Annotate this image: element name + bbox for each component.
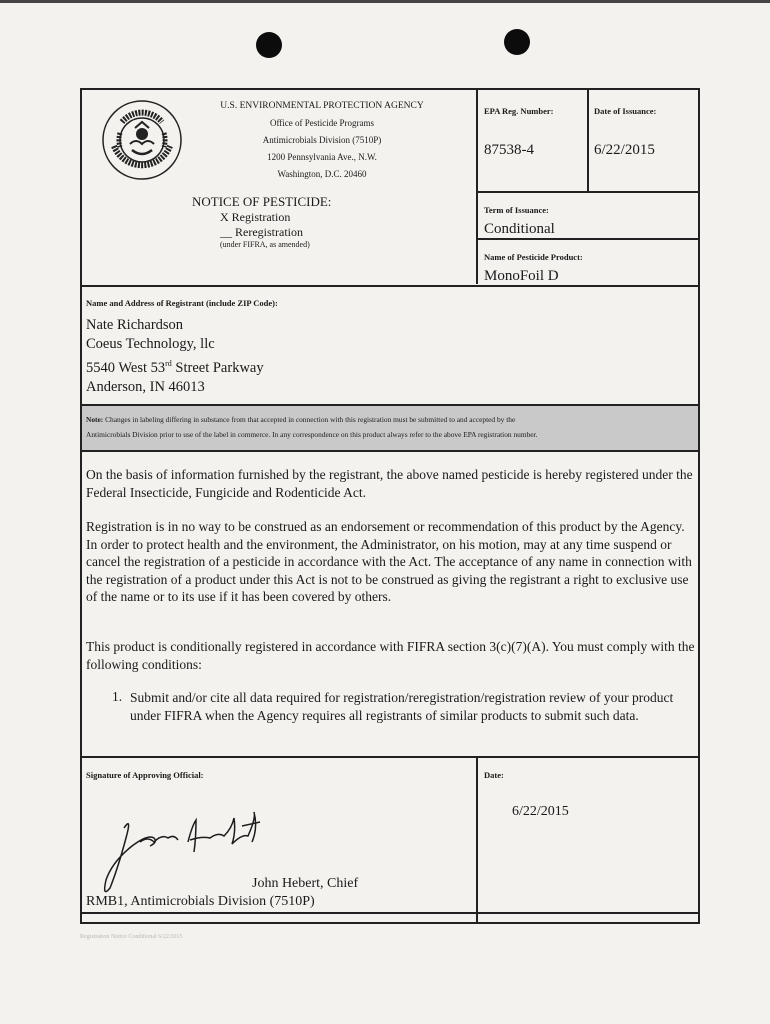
agency-address-1: 1200 Pennsylvania Ave., N.W.	[267, 152, 377, 162]
top-edge-bar	[0, 0, 770, 3]
bottom-rule	[82, 912, 698, 914]
note-text-1: Changes in labeling differing in substance from that accepted in connection with this registration must be submitted to and accepted by the	[103, 415, 516, 424]
signer-division: RMB1, Antimicrobials Division (7510P)	[86, 894, 315, 909]
signer-name: John Hebert, Chief	[252, 876, 359, 891]
paragraph-conditional: This product is conditionally registered in accordance with FIFRA section 3(c)(7)(A). You must comply with the following conditions:	[86, 639, 695, 672]
condition-1: Submit and/or cite all data required for registration/reregistration/registration review of your product under FIFRA when the Agency requires all registrants of similar products to submit such data.	[130, 690, 674, 723]
agency-division: Antimicrobials Division (7510P)	[262, 135, 382, 145]
registrant-name: Nate Richardson	[86, 317, 184, 333]
handwritten-signature	[92, 798, 272, 898]
street-number: 5540 West 53	[86, 359, 166, 376]
date-label: Date:	[484, 770, 504, 780]
issuance-value: 6/22/2015	[594, 142, 655, 158]
notice-under: (under FIFRA, as amended)	[220, 240, 310, 249]
note-label: Note:	[86, 415, 104, 424]
registrant-company: Coeus Technology, llc	[86, 336, 215, 352]
signature-divider	[82, 756, 698, 758]
registrant-street	[86, 354, 264, 378]
sign-date-value: 6/22/2015	[512, 804, 569, 819]
epa-reg-value: 87538-4	[484, 142, 534, 158]
product-label: Name of Pesticide Product:	[484, 252, 583, 262]
registration-form	[80, 88, 700, 924]
epa-reg-label: EPA Reg. Number:	[484, 106, 554, 116]
punch-hole-left	[256, 32, 282, 58]
agency-header	[192, 98, 452, 183]
registrant-city: Anderson, IN 46013	[86, 378, 205, 395]
registrant-address	[86, 316, 264, 397]
header-divider-h1	[476, 191, 700, 193]
signature-divider-v	[476, 757, 478, 922]
condition-number: 1.	[112, 689, 123, 704]
note-band	[82, 406, 698, 452]
issuance-label: Date of Issuance:	[594, 106, 657, 116]
header-divider-v	[476, 90, 478, 284]
notice-title: NOTICE OF PESTICIDE:	[192, 194, 332, 209]
term-label: Term of Issuance:	[484, 205, 549, 215]
signature-label: Signature of Approving Official:	[86, 770, 204, 780]
agency-name: U.S. ENVIRONMENTAL PROTECTION AGENCY	[220, 101, 424, 111]
punch-hole-right	[504, 29, 530, 55]
paragraph-disclaimer: Registration is in no way to be construed as an endorsement or recommendation of this product by the Agency. In order to protect health and the environment, the Administrator, on his motion, may at any time suspend or cancel the registration of a pesticide in accordance with the Act. The acceptance of any name in connection with the registration of a product under this Act is not to be construed as giving the registrant a right to exclusive use of the name or to its use if it has been covered by others.	[86, 519, 692, 604]
paragraph-registered: On the basis of information furnished by the registrant, the above named pesticide is hereby registered under the Federal Insecticide, Fungicide and Rodenticide Act.	[86, 467, 693, 500]
footer-faint-text: Registration Notice Conditional 6/22/2015	[80, 934, 183, 940]
date-divider-v	[587, 90, 589, 192]
registrant-divider	[82, 285, 698, 287]
header-divider-h2	[476, 238, 700, 240]
product-value: MonoFoil D	[484, 268, 559, 284]
notice-registration: X Registration	[220, 210, 291, 224]
epa-seal-icon	[100, 98, 184, 182]
agency-address-2: Washington, D.C. 20460	[277, 169, 367, 179]
term-value: Conditional	[484, 221, 555, 237]
notice-reregistration: __ Reregistration	[220, 225, 303, 239]
street-suffix: rd	[165, 359, 172, 368]
agency-office: Office of Pesticide Programs	[269, 118, 375, 128]
street-name: Street Parkway	[171, 359, 264, 376]
registrant-label: Name and Address of Registrant (include ZIP Code):	[86, 298, 278, 308]
note-text-2: Antimicrobials Division prior to use of the label in commerce. In any correspondence on this product always refer to the above EPA registration number.	[86, 430, 538, 439]
